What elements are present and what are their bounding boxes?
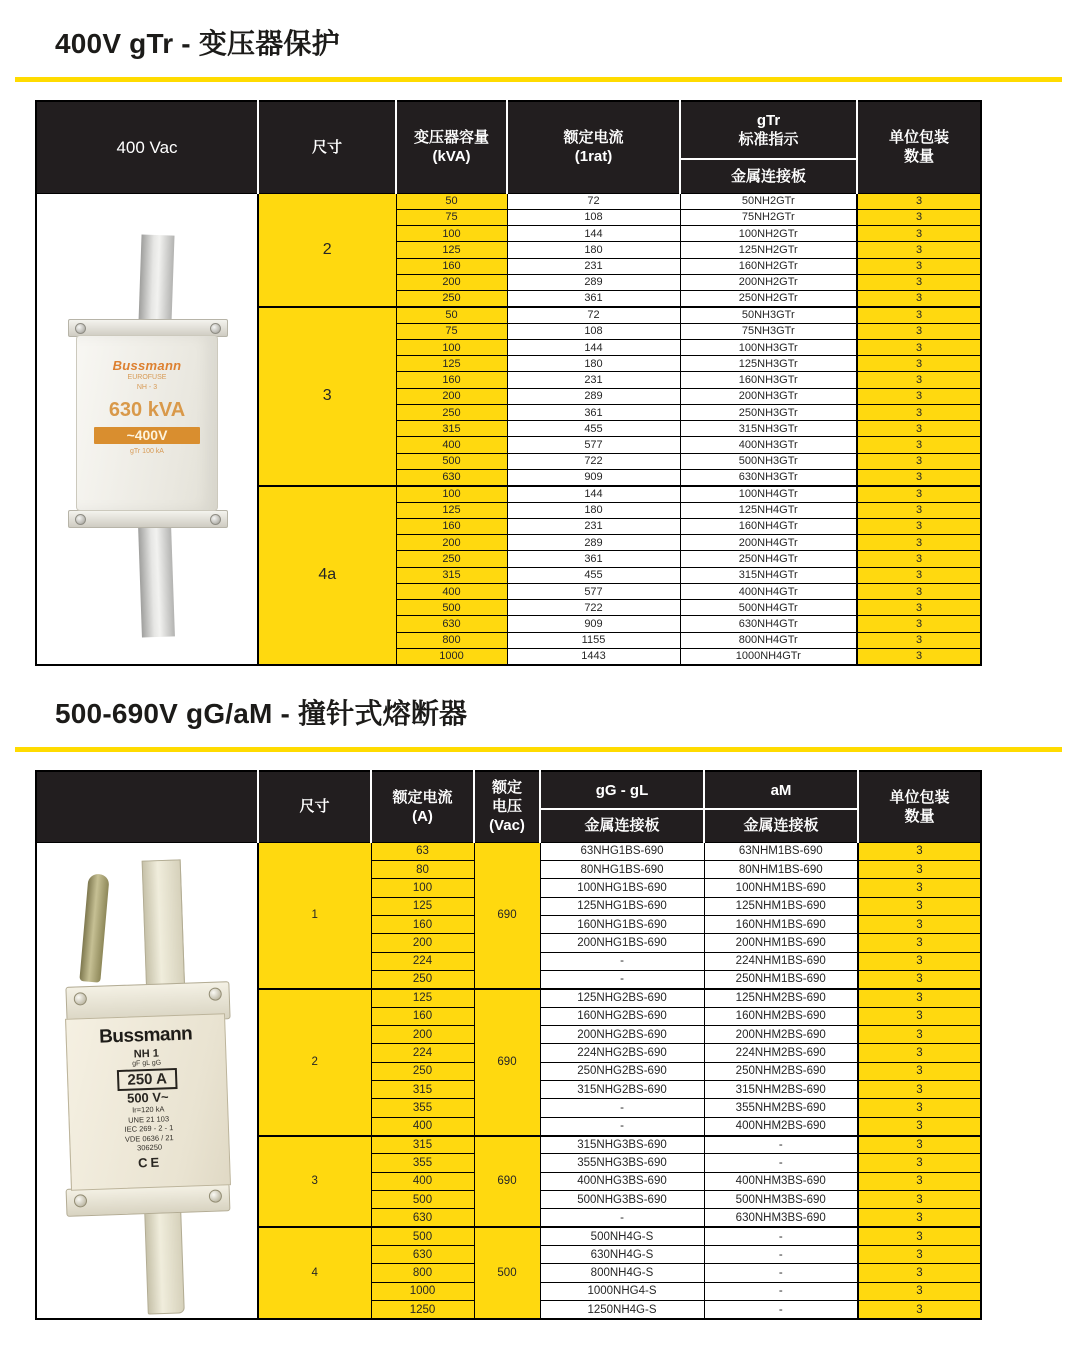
amp-cell: 160 xyxy=(371,1007,474,1025)
corner-header: 400 Vac xyxy=(36,101,258,193)
rated-current-cell: 722 xyxy=(507,600,680,616)
qty-cell: 3 xyxy=(858,842,981,860)
rated-current-cell: 180 xyxy=(507,356,680,372)
amp-cell: 160 xyxy=(371,915,474,933)
fuse-series-label: EUROFUSE xyxy=(127,373,167,381)
part-number-cell: 100NH2GTr xyxy=(680,226,857,242)
gg-part-cell: 315NHG2BS-690 xyxy=(540,1080,704,1098)
qty-cell: 3 xyxy=(857,648,981,664)
kva-cell: 250 xyxy=(396,404,507,420)
rated-current-cell: 361 xyxy=(507,291,680,307)
voltage-cell: 690 xyxy=(474,842,540,989)
qty-cell: 3 xyxy=(857,600,981,616)
qty-cell: 3 xyxy=(857,372,981,388)
rated-current-cell: 455 xyxy=(507,421,680,437)
amp-cell: 630 xyxy=(371,1209,474,1227)
part-number-cell: 250NH2GTr xyxy=(680,291,857,307)
gg-part-cell: - xyxy=(540,1099,704,1117)
kva-cell: 250 xyxy=(396,551,507,567)
current-header xyxy=(507,101,680,193)
part-number-cell: 315NH3GTr xyxy=(680,421,857,437)
qty-cell: 3 xyxy=(858,1154,981,1172)
current-header-line1: 额定电流 xyxy=(563,129,624,147)
qty-header-line1: 单位包装 xyxy=(888,129,949,147)
qty-cell: 3 xyxy=(857,258,981,274)
qty-cell: 3 xyxy=(858,897,981,915)
kva-cell: 160 xyxy=(396,372,507,388)
qty-cell: 3 xyxy=(857,502,981,518)
part-number-cell: 250NH3GTr xyxy=(680,404,857,420)
part-number-cell: 200NH4GTr xyxy=(680,535,857,551)
part-number-cell: 100NH4GTr xyxy=(680,486,857,502)
amp-cell: 1250 xyxy=(371,1301,474,1319)
rated-current-cell: 289 xyxy=(507,535,680,551)
size-cell: 3 xyxy=(258,1136,371,1228)
qty-cell: 3 xyxy=(857,632,981,648)
kva-cell: 315 xyxy=(396,567,507,583)
gtr-table xyxy=(35,100,982,666)
am-part-cell: 315NHM2BS-690 xyxy=(704,1080,858,1098)
qty-cell: 3 xyxy=(858,1099,981,1117)
am-part-cell: - xyxy=(704,1264,858,1282)
kva-cell: 1000 xyxy=(396,648,507,664)
qty-cell: 3 xyxy=(858,1062,981,1080)
part-number-cell: 160NH3GTr xyxy=(680,372,857,388)
corner-header-blank xyxy=(36,771,258,842)
voltage-cell: 500 xyxy=(474,1227,540,1319)
gg-am-table xyxy=(35,770,982,1320)
qty-header xyxy=(858,771,981,842)
fuse-volt-label: 500 V~ xyxy=(126,1089,169,1106)
fuse-body xyxy=(65,1013,231,1190)
fuse-blade-top xyxy=(138,234,174,323)
amp-cell: 80 xyxy=(371,860,474,878)
amp-cell: 400 xyxy=(371,1172,474,1190)
amp-cell: 250 xyxy=(371,970,474,988)
size-cell: 2 xyxy=(258,193,396,307)
fuse-class-label: gF gL gG xyxy=(131,1059,161,1068)
size-cell: 4 xyxy=(258,1227,371,1319)
gtr-header-line1: gTr xyxy=(756,112,781,129)
qty-cell: 3 xyxy=(858,1044,981,1062)
qty-cell: 3 xyxy=(858,1282,981,1300)
gg-part-cell: 500NH4G-S xyxy=(540,1227,704,1245)
product-image-cell xyxy=(36,193,258,665)
qty-cell: 3 xyxy=(858,879,981,897)
am-part-cell: 250NHM1BS-690 xyxy=(704,970,858,988)
qty-cell: 3 xyxy=(857,583,981,599)
am-part-cell: 500NHM3BS-690 xyxy=(704,1191,858,1209)
kva-cell: 160 xyxy=(396,518,507,534)
qty-cell: 3 xyxy=(857,404,981,420)
am-part-cell: - xyxy=(704,1282,858,1300)
capacity-header xyxy=(396,101,507,193)
gg-part-cell: - xyxy=(540,970,704,988)
qty-header-line1: 单位包装 xyxy=(889,788,950,806)
part-number-cell: 160NH2GTr xyxy=(680,258,857,274)
qty-cell: 3 xyxy=(857,453,981,469)
qty-cell: 3 xyxy=(858,860,981,878)
amp-cell: 315 xyxy=(371,1080,474,1098)
fuse-info-line: UNE 21 103 xyxy=(127,1113,169,1125)
part-number-cell: 50NH2GTr xyxy=(680,193,857,209)
part-number-cell: 125NH3GTr xyxy=(680,356,857,372)
rated-current-cell: 722 xyxy=(507,453,680,469)
gtr-header xyxy=(680,101,857,159)
qty-cell: 3 xyxy=(857,486,981,502)
part-number-cell: 500NH3GTr xyxy=(680,453,857,469)
fuse-brand-label: Bussmann xyxy=(98,1023,193,1048)
fuse-info-line: 306250 xyxy=(136,1142,162,1153)
part-number-cell: 500NH4GTr xyxy=(680,600,857,616)
fuse-rating-label: 630 kVA xyxy=(108,398,186,421)
am-part-cell: 160NHM1BS-690 xyxy=(704,915,858,933)
gg-part-cell: 200NHG2BS-690 xyxy=(540,1025,704,1043)
am-part-cell: - xyxy=(704,1136,858,1154)
gg-part-cell: 125NHG2BS-690 xyxy=(540,989,704,1007)
amp-cell: 355 xyxy=(371,1099,474,1117)
am-part-cell: 400NHM2BS-690 xyxy=(704,1117,858,1135)
am-part-cell: 224NHM2BS-690 xyxy=(704,1044,858,1062)
gtr-fuse-product-photo xyxy=(42,207,252,657)
fuse-striker-pin xyxy=(79,874,109,983)
rated-current-cell: 180 xyxy=(507,242,680,258)
am-part-cell: 160NHM2BS-690 xyxy=(704,1007,858,1025)
part-number-cell: 75NH3GTr xyxy=(680,323,857,339)
qty-cell: 3 xyxy=(858,1209,981,1227)
kva-cell: 500 xyxy=(396,600,507,616)
kva-cell: 315 xyxy=(396,421,507,437)
gg-part-cell: - xyxy=(540,1209,704,1227)
part-number-cell: 400NH4GTr xyxy=(680,583,857,599)
am-part-cell: 63NHM1BS-690 xyxy=(704,842,858,860)
qty-cell: 3 xyxy=(858,1007,981,1025)
am-part-cell: 355NHM2BS-690 xyxy=(704,1099,858,1117)
gg-part-cell: 250NHG2BS-690 xyxy=(540,1062,704,1080)
amp-cell: 63 xyxy=(371,842,474,860)
rated-current-cell: 72 xyxy=(507,307,680,323)
gg-part-cell: 1250NH4G-S xyxy=(540,1301,704,1319)
qty-cell: 3 xyxy=(858,989,981,1007)
amp-cell: 224 xyxy=(371,1044,474,1062)
qty-cell: 3 xyxy=(858,1172,981,1190)
qty-cell: 3 xyxy=(857,551,981,567)
part-number-cell: 315NH4GTr xyxy=(680,567,857,583)
ce-mark: CE xyxy=(137,1154,162,1171)
amp-cell: 1000 xyxy=(371,1282,474,1300)
kva-cell: 800 xyxy=(396,632,507,648)
am-part-cell: 200NHM2BS-690 xyxy=(704,1025,858,1043)
rated-current-cell: 1443 xyxy=(507,648,680,664)
kva-cell: 200 xyxy=(396,274,507,290)
gg-part-cell: 630NH4G-S xyxy=(540,1246,704,1264)
kva-cell: 100 xyxy=(396,226,507,242)
part-number-cell: 800NH4GTr xyxy=(680,632,857,648)
fuse-info-line: Ir=120 kA xyxy=(131,1104,165,1115)
am-part-cell: 224NHM1BS-690 xyxy=(704,952,858,970)
amp-cell: 800 xyxy=(371,1264,474,1282)
current-header-line2: (A) xyxy=(412,807,433,825)
qty-cell: 3 xyxy=(858,1227,981,1245)
qty-cell: 3 xyxy=(858,1080,981,1098)
qty-cell: 3 xyxy=(858,1301,981,1319)
size-cell: 3 xyxy=(258,307,396,486)
gg-header: gG - gL xyxy=(540,771,704,809)
current-header xyxy=(371,771,474,842)
am-part-cell: 200NHM1BS-690 xyxy=(704,934,858,952)
rated-current-cell: 108 xyxy=(507,209,680,225)
kva-cell: 630 xyxy=(396,616,507,632)
am-part-cell: 80NHM1BS-690 xyxy=(704,860,858,878)
rated-current-cell: 289 xyxy=(507,388,680,404)
rated-current-cell: 909 xyxy=(507,616,680,632)
kva-cell: 125 xyxy=(396,502,507,518)
qty-cell: 3 xyxy=(857,388,981,404)
am-part-cell: 100NHM1BS-690 xyxy=(704,879,858,897)
part-number-cell: 100NH3GTr xyxy=(680,339,857,355)
amp-cell: 315 xyxy=(371,1136,474,1154)
section-title-gg-am: 500-690V gG/aM - 撞针式熔断器 xyxy=(55,698,468,729)
qty-cell: 3 xyxy=(857,470,981,486)
qty-cell: 3 xyxy=(857,209,981,225)
fuse-model-label: NH 1 xyxy=(133,1047,159,1061)
am-part-cell: - xyxy=(704,1301,858,1319)
gtr-subheader: 金属连接板 xyxy=(680,159,857,193)
size-header: 尺寸 xyxy=(258,771,371,842)
voltage-header-line2: 电压 xyxy=(491,798,522,816)
voltage-header xyxy=(474,771,540,842)
gg-part-cell: 200NHG1BS-690 xyxy=(540,934,704,952)
qty-cell: 3 xyxy=(857,193,981,209)
qty-cell: 3 xyxy=(857,437,981,453)
qty-cell: 3 xyxy=(857,421,981,437)
am-part-cell: - xyxy=(704,1227,858,1245)
size-cell: 2 xyxy=(258,989,371,1136)
kva-cell: 75 xyxy=(396,323,507,339)
amp-cell: 355 xyxy=(371,1154,474,1172)
rated-current-cell: 909 xyxy=(507,470,680,486)
qty-cell: 3 xyxy=(857,616,981,632)
qty-cell: 3 xyxy=(857,323,981,339)
gg-part-cell: 80NHG1BS-690 xyxy=(540,860,704,878)
rated-current-cell: 144 xyxy=(507,486,680,502)
fuse-body xyxy=(76,335,218,511)
kva-cell: 75 xyxy=(396,209,507,225)
qty-cell: 3 xyxy=(857,567,981,583)
gg-subheader: 金属连接板 xyxy=(540,809,704,842)
qty-header xyxy=(857,101,981,193)
current-header-line1: 额定电流 xyxy=(392,788,453,806)
kva-cell: 125 xyxy=(396,242,507,258)
rated-current-cell: 144 xyxy=(507,339,680,355)
gg-part-cell: 355NHG3BS-690 xyxy=(540,1154,704,1172)
gg-part-cell: - xyxy=(540,952,704,970)
part-number-cell: 630NH4GTr xyxy=(680,616,857,632)
amp-cell: 500 xyxy=(371,1191,474,1209)
qty-header-line2: 数量 xyxy=(903,148,934,166)
fuse-voltage-band: ~400V xyxy=(94,427,200,444)
qty-cell: 3 xyxy=(857,274,981,290)
am-part-cell: - xyxy=(704,1246,858,1264)
fuse-cap-top xyxy=(68,319,228,337)
gg-part-cell: 160NHG2BS-690 xyxy=(540,1007,704,1025)
fuse-info-line: IEC 269 - 2 - 1 xyxy=(123,1123,173,1135)
gg-part-cell: 224NHG2BS-690 xyxy=(540,1044,704,1062)
rated-current-cell: 72 xyxy=(507,193,680,209)
amp-cell: 100 xyxy=(371,879,474,897)
product-image-cell xyxy=(36,842,258,1319)
amp-cell: 500 xyxy=(371,1227,474,1245)
amp-cell: 200 xyxy=(371,1025,474,1043)
am-header: aM xyxy=(704,771,858,809)
gg-part-cell: 125NHG1BS-690 xyxy=(540,897,704,915)
qty-cell: 3 xyxy=(858,934,981,952)
accent-rule xyxy=(15,747,1062,752)
gg-part-cell: 400NHG3BS-690 xyxy=(540,1172,704,1190)
part-number-cell: 630NH3GTr xyxy=(680,470,857,486)
voltage-header-line1: 额定 xyxy=(491,779,522,797)
current-header-line2: (1rat) xyxy=(574,148,613,166)
rated-current-cell: 144 xyxy=(507,226,680,242)
amp-cell: 250 xyxy=(371,1062,474,1080)
capacity-header-line1: 变压器容量 xyxy=(413,129,489,147)
am-part-cell: 400NHM3BS-690 xyxy=(704,1172,858,1190)
size-cell: 4a xyxy=(258,486,396,665)
qty-cell: 3 xyxy=(858,1136,981,1154)
fuse-blade-top xyxy=(141,860,185,997)
fuse-note-label: gTr 100 kA xyxy=(130,447,164,455)
voltage-cell: 690 xyxy=(474,989,540,1136)
section-title-gtr: 400V gTr - 变压器保护 xyxy=(55,28,340,59)
part-number-cell: 1000NH4GTr xyxy=(680,648,857,664)
kva-cell: 100 xyxy=(396,486,507,502)
voltage-cell: 690 xyxy=(474,1136,540,1228)
fuse-blade-bottom xyxy=(144,1210,185,1315)
rated-current-cell: 289 xyxy=(507,274,680,290)
fuse-cap-bottom xyxy=(68,510,228,528)
fuse-model-label: NH - 3 xyxy=(136,383,158,391)
accent-rule xyxy=(15,77,1062,82)
qty-cell: 3 xyxy=(858,1264,981,1282)
amp-cell: 200 xyxy=(371,934,474,952)
gg-part-cell: 1000NHG4-S xyxy=(540,1282,704,1300)
qty-header-line2: 数量 xyxy=(904,807,935,825)
kva-cell: 400 xyxy=(396,583,507,599)
qty-cell: 3 xyxy=(857,356,981,372)
gg-part-cell: 800NH4G-S xyxy=(540,1264,704,1282)
part-number-cell: 400NH3GTr xyxy=(680,437,857,453)
part-number-cell: 160NH4GTr xyxy=(680,518,857,534)
gg-part-cell: - xyxy=(540,1117,704,1135)
rated-current-cell: 455 xyxy=(507,567,680,583)
rated-current-cell: 180 xyxy=(507,502,680,518)
kva-cell: 100 xyxy=(396,339,507,355)
kva-cell: 500 xyxy=(396,453,507,469)
part-number-cell: 200NH3GTr xyxy=(680,388,857,404)
qty-cell: 3 xyxy=(857,518,981,534)
capacity-header-line2: (kVA) xyxy=(432,148,471,166)
part-number-cell: 75NH2GTr xyxy=(680,209,857,225)
kva-cell: 250 xyxy=(396,291,507,307)
fuse-amp-label: 250 A xyxy=(117,1068,177,1091)
qty-cell: 3 xyxy=(857,535,981,551)
qty-cell: 3 xyxy=(857,339,981,355)
rated-current-cell: 231 xyxy=(507,518,680,534)
rated-current-cell: 577 xyxy=(507,583,680,599)
size-cell: 1 xyxy=(258,842,371,989)
kva-cell: 160 xyxy=(396,258,507,274)
rated-current-cell: 1155 xyxy=(507,632,680,648)
am-part-cell: - xyxy=(704,1154,858,1172)
am-part-cell: 250NHM2BS-690 xyxy=(704,1062,858,1080)
kva-cell: 200 xyxy=(396,535,507,551)
gg-part-cell: 160NHG1BS-690 xyxy=(540,915,704,933)
fuse-blade-bottom xyxy=(138,524,175,637)
qty-cell: 3 xyxy=(857,242,981,258)
kva-cell: 400 xyxy=(396,437,507,453)
kva-cell: 50 xyxy=(396,307,507,323)
rated-current-cell: 231 xyxy=(507,372,680,388)
qty-cell: 3 xyxy=(857,226,981,242)
amp-cell: 400 xyxy=(371,1117,474,1135)
qty-cell: 3 xyxy=(857,291,981,307)
part-number-cell: 200NH2GTr xyxy=(680,274,857,290)
rated-current-cell: 108 xyxy=(507,323,680,339)
am-subheader: 金属连接板 xyxy=(704,809,858,842)
am-part-cell: 125NHM1BS-690 xyxy=(704,897,858,915)
nh1-fuse-product-photo xyxy=(40,844,255,1316)
qty-cell: 3 xyxy=(858,952,981,970)
qty-cell: 3 xyxy=(858,970,981,988)
amp-cell: 125 xyxy=(371,989,474,1007)
part-number-cell: 125NH2GTr xyxy=(680,242,857,258)
part-number-cell: 125NH4GTr xyxy=(680,502,857,518)
qty-cell: 3 xyxy=(858,915,981,933)
kva-cell: 50 xyxy=(396,193,507,209)
qty-cell: 3 xyxy=(857,307,981,323)
amp-cell: 125 xyxy=(371,897,474,915)
voltage-header-line3: (Vac) xyxy=(489,817,525,835)
qty-cell: 3 xyxy=(858,1117,981,1135)
am-part-cell: 630NHM3BS-690 xyxy=(704,1209,858,1227)
kva-cell: 630 xyxy=(396,470,507,486)
kva-cell: 200 xyxy=(396,388,507,404)
qty-cell: 3 xyxy=(858,1191,981,1209)
amp-cell: 630 xyxy=(371,1246,474,1264)
amp-cell: 224 xyxy=(371,952,474,970)
size-header: 尺寸 xyxy=(258,101,396,193)
rated-current-cell: 361 xyxy=(507,404,680,420)
gg-part-cell: 63NHG1BS-690 xyxy=(540,842,704,860)
gtr-header-line2: 标准指示 xyxy=(738,131,799,148)
gg-part-cell: 315NHG3BS-690 xyxy=(540,1136,704,1154)
gg-part-cell: 100NHG1BS-690 xyxy=(540,879,704,897)
part-number-cell: 50NH3GTr xyxy=(680,307,857,323)
qty-cell: 3 xyxy=(858,1246,981,1264)
kva-cell: 125 xyxy=(396,356,507,372)
part-number-cell: 250NH4GTr xyxy=(680,551,857,567)
am-part-cell: 125NHM2BS-690 xyxy=(704,989,858,1007)
gg-part-cell: 500NHG3BS-690 xyxy=(540,1191,704,1209)
rated-current-cell: 577 xyxy=(507,437,680,453)
rated-current-cell: 231 xyxy=(507,258,680,274)
rated-current-cell: 361 xyxy=(507,551,680,567)
qty-cell: 3 xyxy=(858,1025,981,1043)
fuse-brand-label: Bussmann xyxy=(112,357,182,373)
fuse-info-line: VDE 0636 / 21 xyxy=(124,1132,174,1144)
